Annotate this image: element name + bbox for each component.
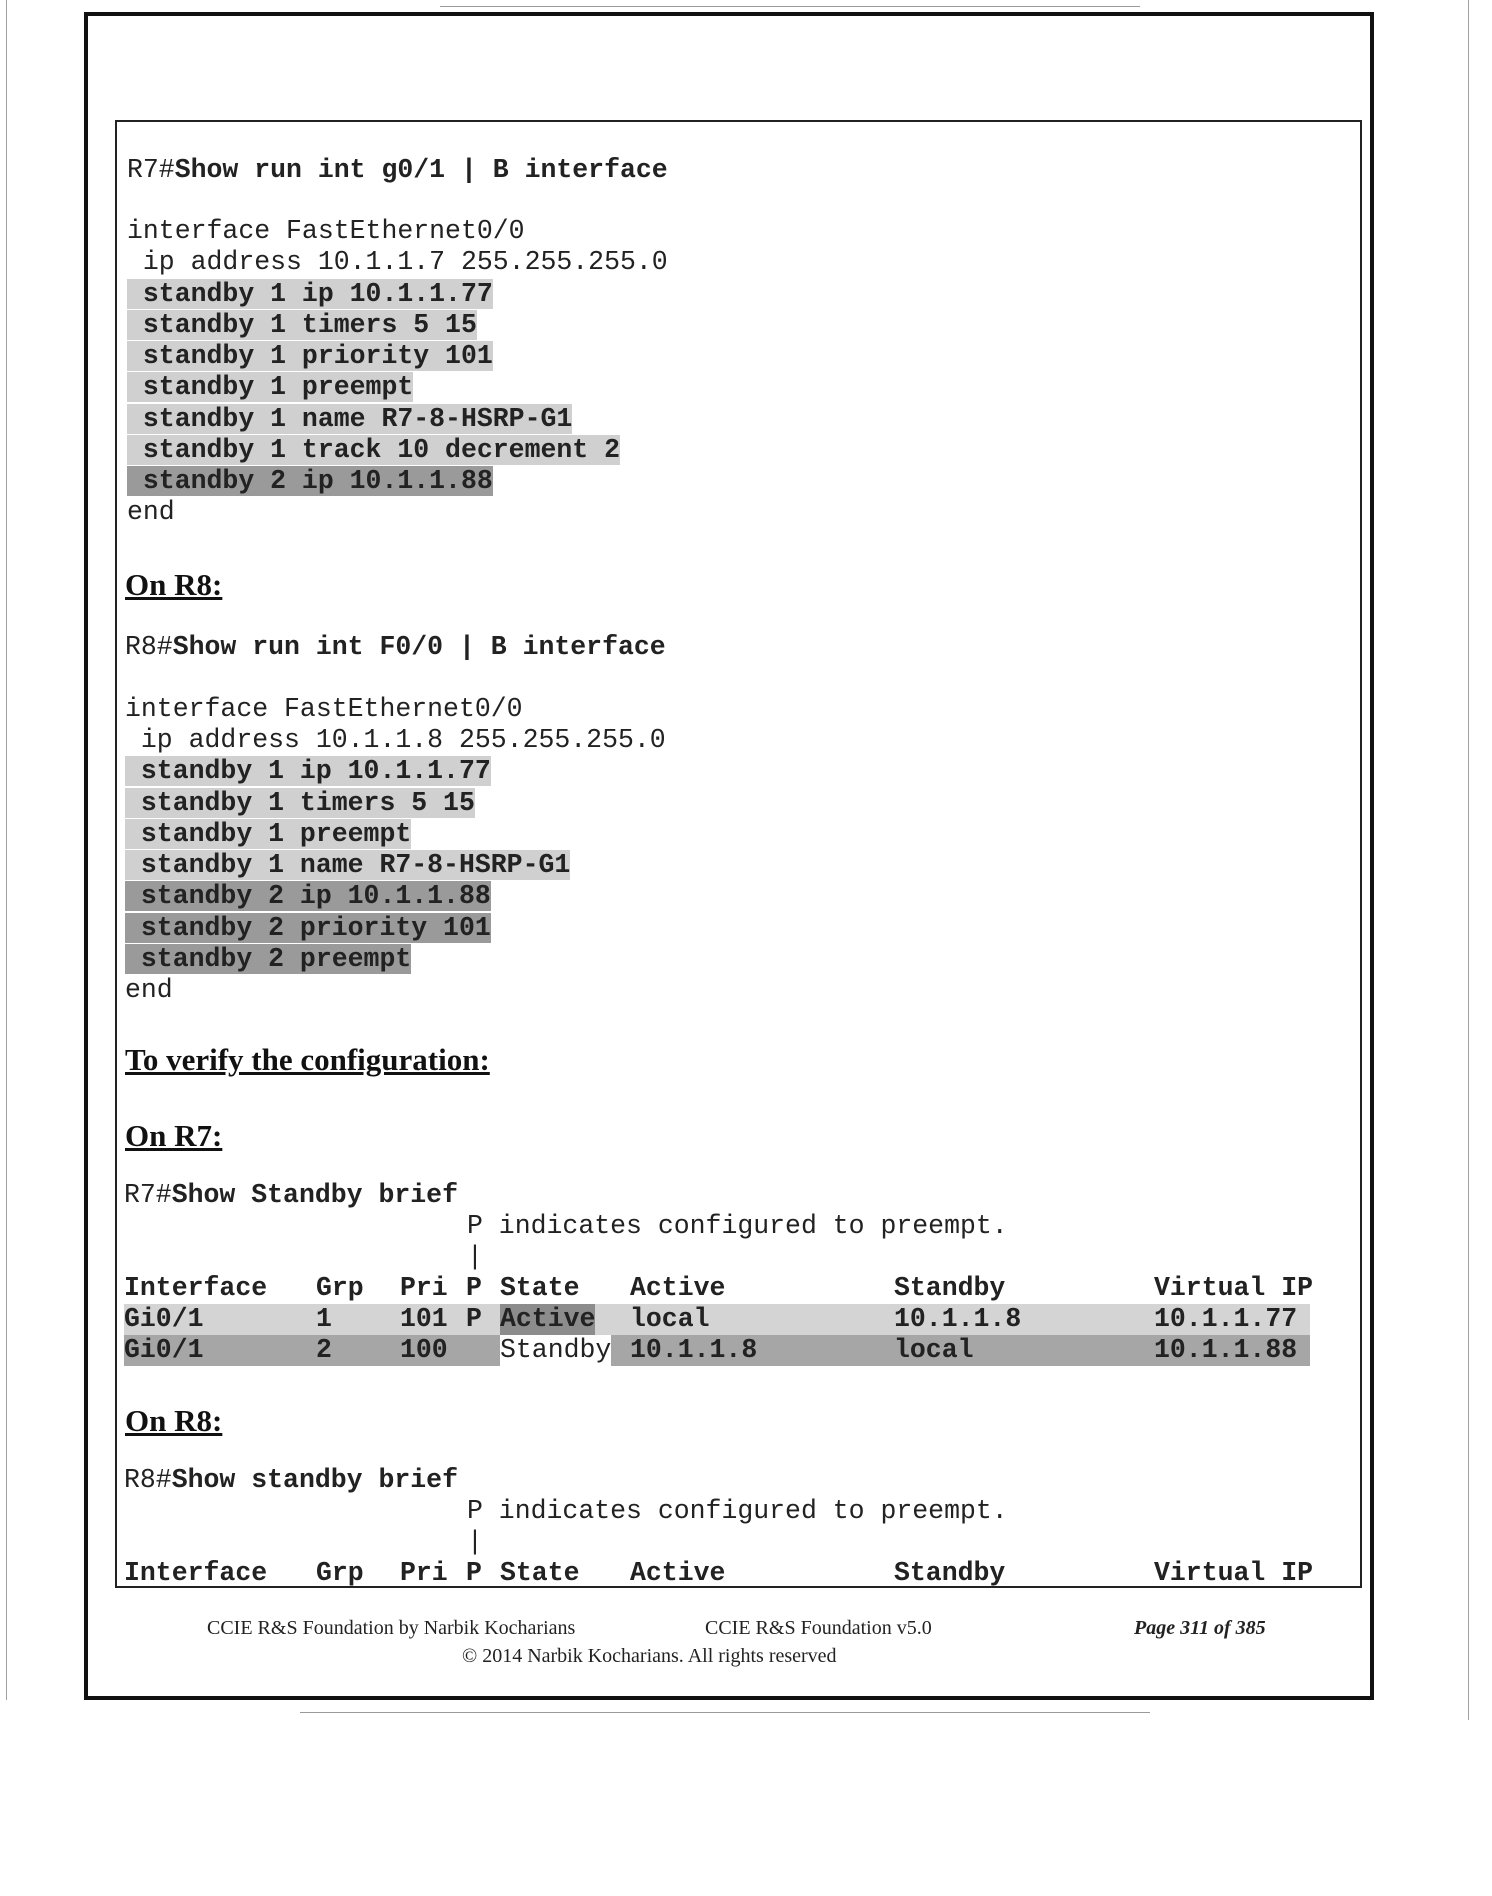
- col-active: Active: [630, 1558, 726, 1588]
- r7-config-line-hl: standby 1 preempt: [127, 372, 414, 402]
- col-state: State: [500, 1558, 580, 1588]
- cell-pri: 101: [400, 1304, 448, 1334]
- scan-artifact-left: [6, 0, 7, 1700]
- col-p: P: [466, 1558, 482, 1588]
- col-grp: Grp: [316, 1558, 364, 1588]
- r7-config-line: ip address 10.1.1.7 255.255.255.0: [127, 247, 668, 277]
- cell-virtual-ip: 10.1.1.77: [1154, 1304, 1298, 1334]
- r8-config-line: ip address 10.1.1.8 255.255.255.0: [125, 725, 666, 755]
- r8-config-line-hl: standby 1 ip 10.1.1.77: [125, 756, 491, 786]
- r8-brief-pipe: |: [467, 1527, 483, 1557]
- r7-config-end: end: [127, 497, 175, 527]
- col-virtual-ip: Virtual IP: [1154, 1273, 1314, 1303]
- footer-page-number: Page 311 of 385: [1134, 1617, 1266, 1639]
- r7-config-line-hl: standby 1 timers 5 15: [127, 310, 477, 340]
- col-active: Active: [630, 1273, 726, 1303]
- cell-pri: 100: [400, 1335, 448, 1365]
- col-virtual-ip: Virtual IP: [1154, 1558, 1314, 1588]
- r8-command-line: R8#Show run int F0/0 | B interface: [125, 632, 666, 662]
- col-grp: Grp: [316, 1273, 364, 1303]
- r8-brief-command: R8#Show standby brief: [124, 1465, 458, 1495]
- r7-brief-pipe: |: [467, 1242, 483, 1272]
- r8-brief-note: P indicates configured to preempt.: [467, 1496, 1008, 1526]
- heading-on-r8: On R8:: [125, 567, 223, 602]
- col-state: State: [500, 1273, 580, 1303]
- r8-config-line-hl: standby 1 preempt: [125, 819, 412, 849]
- scan-artifact-top: [440, 6, 1140, 7]
- cell-grp: 1: [316, 1304, 332, 1334]
- col-pri: Pri: [400, 1558, 448, 1588]
- col-interface: Interface: [124, 1558, 268, 1588]
- cell-virtual-ip: 10.1.1.88: [1154, 1335, 1298, 1365]
- r8-config-line-hl: standby 1 timers 5 15: [125, 788, 475, 818]
- r8-config-line-hl2: standby 2 priority 101: [125, 913, 491, 943]
- r7-config-line-hl2: standby 2 ip 10.1.1.88: [127, 466, 493, 496]
- r7-config-line-hl: standby 1 name R7-8-HSRP-G1: [127, 404, 573, 434]
- r8-config-line-hl2: standby 2 ip 10.1.1.88: [125, 881, 491, 911]
- r8-brief-header-row: [124, 1558, 1314, 1589]
- r8-config-line-hl2: standby 2 preempt: [125, 944, 412, 974]
- r7-config-line-hl: standby 1 priority 101: [127, 341, 493, 371]
- footer-left: CCIE R&S Foundation by Narbik Kocharians: [207, 1617, 576, 1639]
- heading-on-r8: On R8:: [125, 1403, 223, 1438]
- r7-brief-header-row: [124, 1273, 1314, 1304]
- r7-brief-note: P indicates configured to preempt.: [467, 1211, 1008, 1241]
- r8-config-line: interface FastEthernet0/0: [125, 694, 523, 724]
- col-p: P: [466, 1273, 482, 1303]
- r7-config-line: interface FastEthernet0/0: [127, 216, 525, 246]
- scan-artifact-bottom: [300, 1712, 1150, 1713]
- heading-on-r7: On R7:: [125, 1118, 223, 1153]
- cell-state: Standby: [500, 1335, 612, 1365]
- r8-config-line-hl: standby 1 name R7-8-HSRP-G1: [125, 850, 571, 880]
- table-row: [124, 1304, 1310, 1335]
- r7-brief-command: R7#Show Standby brief: [124, 1180, 458, 1210]
- col-pri: Pri: [400, 1273, 448, 1303]
- cell-interface: Gi0/1: [124, 1304, 204, 1334]
- col-interface: Interface: [124, 1273, 268, 1303]
- col-standby: Standby: [894, 1558, 1006, 1588]
- cell-standby: 10.1.1.8: [894, 1304, 1022, 1334]
- r7-config-line-hl: standby 1 ip 10.1.1.77: [127, 279, 493, 309]
- footer-center: CCIE R&S Foundation v5.0: [705, 1617, 932, 1639]
- cell-p: P: [466, 1304, 482, 1334]
- cell-interface: Gi0/1: [124, 1335, 204, 1365]
- r7-command-line: R7#Show run int g0/1 | B interface: [127, 155, 668, 185]
- table-row: [124, 1335, 1310, 1366]
- footer-copyright: © 2014 Narbik Kocharians. All rights reserved: [462, 1645, 837, 1667]
- scan-artifact-right: [1468, 0, 1469, 1720]
- r7-config-line-hl: standby 1 track 10 decrement 2: [127, 435, 620, 465]
- cell-grp: 2: [316, 1335, 332, 1365]
- cell-active: local: [630, 1304, 710, 1334]
- cell-standby: local: [894, 1335, 974, 1365]
- r8-config-end: end: [125, 975, 173, 1005]
- cell-active: 10.1.1.8: [630, 1335, 758, 1365]
- col-standby: Standby: [894, 1273, 1006, 1303]
- cell-state: Active: [500, 1304, 596, 1334]
- heading-verify: To verify the configuration:: [125, 1042, 490, 1077]
